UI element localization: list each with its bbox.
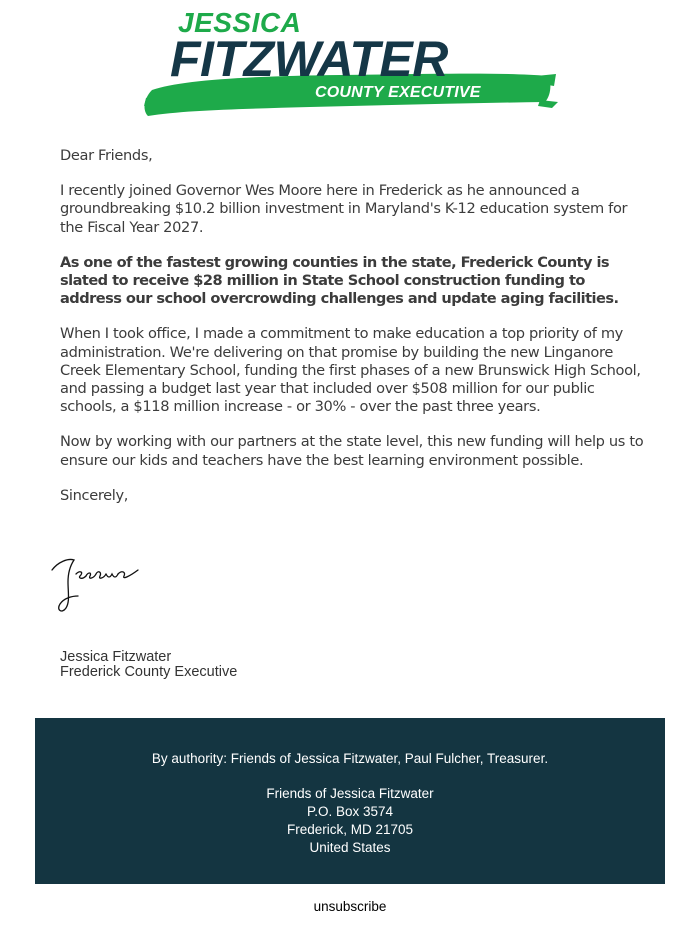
unsubscribe-link[interactable]: unsubscribe (313, 899, 387, 914)
paragraph-4: Now by working with our partners at the state level, this new funding will help us to ensure our kids and teachers have the best learning environment possible. (60, 433, 644, 469)
address-po-box: P.O. Box 3574 (306, 804, 394, 819)
closing: Sincerely, (60, 486, 129, 504)
logo-first-name: JESSICA (178, 7, 302, 38)
mailing-address (35, 785, 665, 857)
greeting: Dear Friends, (60, 147, 153, 164)
letter-body (60, 147, 650, 522)
footer-disclaimer (35, 718, 665, 884)
signer-name: Jessica Fitzwater (60, 649, 172, 665)
paragraph-1: I recently joined Governor Wes Moore here in Frederick as he announced a groundbreaking $10.2 billion investment in Maryland's K-12 education system for the Fiscal Year 2027. (60, 182, 628, 236)
address-country: United States (309, 840, 391, 855)
logo-title: COUNTY EXECUTIVE (315, 84, 481, 101)
paragraph-3: When I took office, I made a commitment to make education a top priority of my administration. We're delivering on that promise by building the new Linganore Creek Elementary School, funding the first phases of a new Brunswick High School, and passing a budget last year that included over $508 million for our public schools, a $118 million increase - or 30% - over the past three years. (60, 325, 641, 416)
address-city: Frederick, MD 21705 (286, 822, 414, 837)
logo-last-name: FITZWATER (170, 31, 448, 87)
paragraph-2-bold: As one of the fastest growing counties in the state, Frederick County is slated to receive $28 million in State School construction funding to address our school overcrowding challenges and update aging facilities. (60, 253, 619, 308)
campaign-logo (140, 6, 560, 118)
authority-line: By authority: Friends of Jessica Fitzwater, Paul Fulcher, Treasurer. (151, 751, 549, 766)
signer-role: Frederick County Executive (60, 664, 238, 680)
signature-block (60, 650, 237, 680)
address-org: Friends of Jessica Fitzwater (266, 786, 434, 801)
handwritten-signature (46, 548, 156, 623)
